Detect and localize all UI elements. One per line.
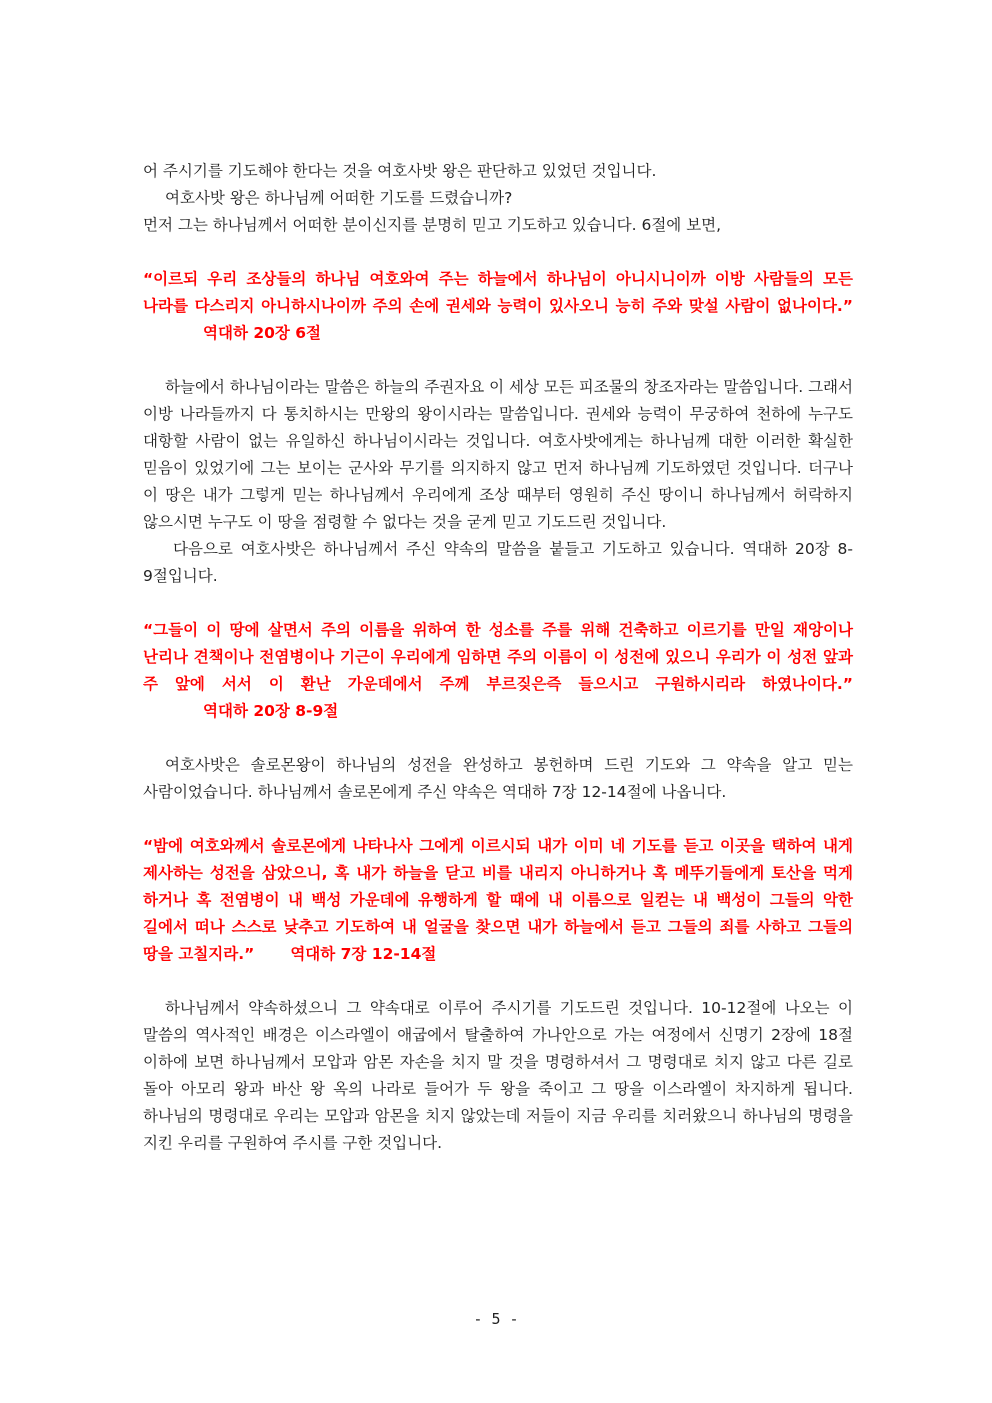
paragraph-intro-verse-6: 먼저 그는 하나님께서 어떠한 분이신지를 분명히 믿고 기도하고 있습니다. 6절에 보면,	[143, 216, 722, 234]
scripture-reference-1: 역대하 20장 6절	[203, 324, 322, 342]
spacer	[143, 968, 853, 995]
paragraph-continuation: 어 주시기를 기도해야 한다는 것을 여호사밧 왕은 판단하고 있었던 것입니다.	[143, 162, 657, 180]
paragraph-heaven-god: 하늘에서 하나님이라는 말씀은 하늘의 주권자요 이 세상 모든 피조물의 창조자라는 말씀입니다. 그래서 이방 나라들까지 다 통치하시는 만왕의 왕이시라는 말씀입니다. 권세와 능력이 무궁하여 천하에 누구도 대항할 사람이 없는 유일하신 하나님이시라는 것입니다. 여호사밧에게는 하나님께 대한 이러한 확실한 믿음이 있었기에 그는 보이는 군사와 무기를 의지하지 않고 먼저 하나님께 기도하였던 것입니다. 더구나 이 땅은 내가 그렇게 믿는 하나님께서 우리에게 조상 때부터 영원히 주신 땅이니 하나님께서 허락하지 않으시면 누구도 이 땅을 점령할 수 없다는 것을 굳게 믿고 기도드린 것입니다.	[143, 378, 853, 531]
spacer	[143, 725, 853, 752]
paragraph-solomon: 여호사밧은 솔로몬왕이 하나님의 성전을 완성하고 봉헌하며 드린 기도와 그 약속을 알고 믿는 사람이었습니다. 하나님께서 솔로몬에게 주신 약속은 역대하 7장 12-14절에 나옵니다.	[143, 756, 853, 801]
spacer	[143, 806, 853, 833]
paragraph-question: 여호사밧 왕은 하나님께 어떠한 기도를 드렸습니까?	[165, 189, 513, 207]
paragraph-historical-background: 하나님께서 약속하셨으니 그 약속대로 이루어 주시기를 기도드린 것입니다. 10-12절에 나오는 이 말씀의 역사적인 배경은 이스라엘이 애굽에서 탈출하여 가나안으로 가는 여정에서 신명기 2장에 18절 이하에 보면 하나님께서 모압과 암몬 자손을 치지 말 것을 명령하셔서 그 명령대로 치지 않고 다른 길로 돌아 아모리 왕과 바산 왕 옥의 나라로 들어가 두 왕을 죽이고 그 땅을 이스라엘이 차지하게 됩니다. 하나님의 명령대로 우리는 모압과 암몬을 치지 않았는데 저들이 지금 우리를 치러왔으니 하나님의 명령을 지킨 우리를 구원하여 주시를 구한 것입니다.	[143, 999, 853, 1152]
scripture-quote-2-text: “그들이 이 땅에 살면서 주의 이름을 위하여 한 성소를 주를 위해 건축하고 이르기를 만일 재앙이나 난리나 견책이나 전염병이나 기근이 우리에게 임하면 주의 이름이 이 성전에 있으니 우리가 이 성전 앞과 주 앞에 서서 이 환난 가운데에서 주께 부르짖은즉 들으시고 구원하시리라 하였나이다.”	[143, 621, 853, 693]
scripture-quote-3	[143, 833, 853, 968]
scripture-quote-3-text: “밤에 여호와께서 솔로몬에게 나타나사 그에게 이르시되 내가 이미 네 기도를 듣고 이곳을 택하여 내게 제사하는 성전을 삼았으니, 혹 내가 하늘을 닫고 비를 내리지 아니하거나 혹 메뚜기들에게 토산을 먹게 하거나 혹 전염병이 내 백성 가운데에 유행하게 할 때에 내 이름으로 일컫는 내 백성이 그들의 악한 길에서 떠나 스스로 낮추고 기도하여 내 얼굴을 찾으면 내가 하늘에서 듣고 그들의 죄를 사하고 그들의 땅을 고칠지라.”	[143, 837, 853, 963]
spacer	[143, 239, 853, 266]
document-body	[143, 158, 853, 1157]
scripture-reference-2: 역대하 20장 8-9절	[203, 702, 339, 720]
scripture-quote-1	[143, 266, 853, 347]
spacer	[143, 590, 853, 617]
scripture-reference-3: 역대하 7장 12-14절	[290, 945, 437, 963]
scripture-quote-1-text: “이르되 우리 조상들의 하나님 여호와여 주는 하늘에서 하나님이 아니시니이까 이방 사람들의 모든 나라를 다스리지 아니하시나이까 주의 손에 권세와 능력이 있사오니 능히 주와 맞설 사람이 없나이다.”	[143, 270, 853, 315]
spacer	[143, 347, 853, 374]
paragraph-promise: 다음으로 여호사밧은 하나님께서 주신 약속의 말씀을 붙들고 기도하고 있습니다. 역대하 20장 8-9절입니다.	[143, 540, 853, 585]
page-number: - 5 -	[473, 1310, 519, 1328]
scripture-quote-2	[143, 617, 853, 725]
